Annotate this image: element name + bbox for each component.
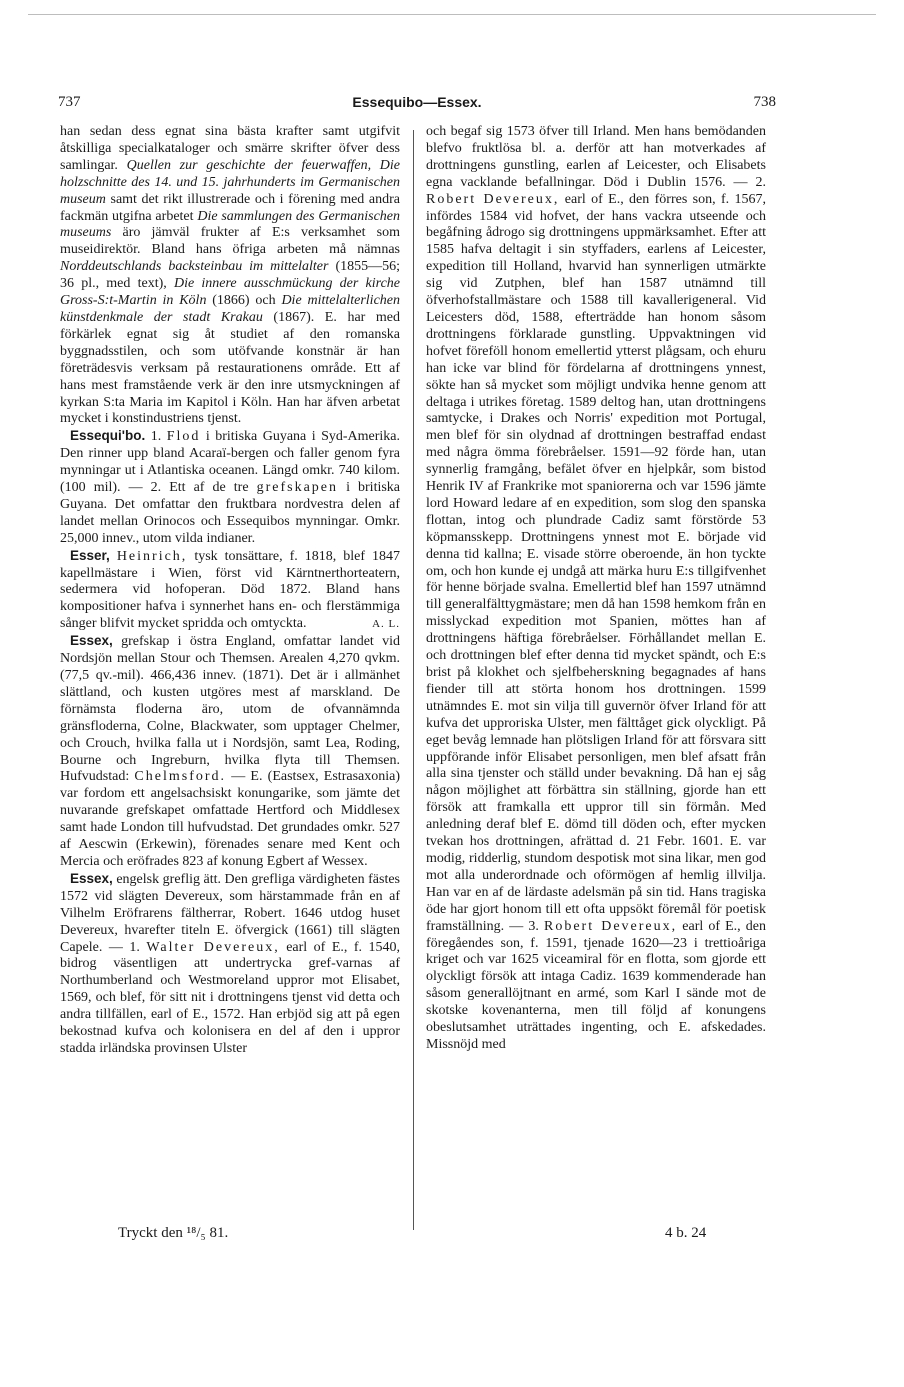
running-header [58,92,776,112]
author-signature: A. L. [372,618,400,631]
column-divider [413,130,414,1230]
entry-esser: Esser, Heinrich, tysk tonsättare, f. 1818, blef 1847 kapellmästare i Wien, först vid Kärntnerthorteatern, sedermera vid hofoperan. Död 1872. Bland hans kompositioner hafva i synnerhet hans en- och flerstämmiga sånger blifvit mycket spridda och omtyckta. A. L. [60,547,401,632]
print-date: Tryckt den ¹⁸/₅ 81. [118,1225,229,1241]
signature-mark: 4 b. 24 [665,1225,707,1241]
entry-essex-county: Essex, grefskap i östra England, omfattar landet vid Nordsjön mellan Stour och Themsen. Arealen 4,270 qvkm. (77,5 qv.-mil). 466,436 innev. (1871). Det är i allmänhet slättland, och kusten utgöres mest af marskland. De förnämsta floderna äro, utom de ofvannämnda gränsfloderna, Colne, Blackwater, som upptager Chelmer, och Crouch, hvilka falla ut i Nordsjön, samt Lea, Roding, Bourne och Ingreburn, hvilka flyta till Themsen. Hufvudstad: Chelmsford. — E. (Eastsex, Estrasaxonia) var fordom ett angelsachsiskt konungarike, som jämte det nuvarande grefskapet omfattade Hertford och Middlesex samt hade London till hufvudstad. Det grundades omkr. 527 af Aescwin (Erkewin), förenades senare med Kent och Mercia och eröfrades 823 af konung Egbert af Wessex. [60,633,401,869]
headword: Esser, [70,547,110,563]
right-column [426,124,766,1054]
left-column [60,124,400,1058]
scan-edge-rule [28,14,876,15]
page-number-right: 738 [753,94,776,110]
page-number-left: 737 [58,94,81,110]
headword: Essex, [70,870,113,886]
entry-continuation: han sedan dess egnat sina bästa krafter samt utgifvit åtskilliga specialkataloger och smärre skrifter öfver dess samlingar. Quellen zur geschichte der feuerwaffen, Die holzschnitte des 14. und 15. jahrhunderts im Germanischen museum samt det rikt illustrerade och i förening med andra fackmän utgifna arbetet Die sammlungen des Germanischen museums äro jämväl frukter af E:s verksamhet som museidirektör. Bland hans öfriga arbeten må nämnas Norddeutschlands backsteinbau im mittelalter (1855—56; 36 pl., med text), Die innere ausschmückung der kirche Gross-S:t-Martin in Köln (1866) och Die mittelalterlichen künstdenkmale der stadt Krakau (1867). E. har med förkärlek egnat sig åt studiet af den romanska byggnadsstilen, och som utöfvande konstnär är han företrädesvis verksam på restaurationens område. Ett af hans mest framstående verk är den inre utsmyckningen af kyrkan S:ta Maria im Kapitol i Köln. Han har äfven arbetat mycket i konstindustriens tjenst. [60,124,401,427]
entry-essex-family-continued: och begaf sig 1573 öfver till Irland. Men hans bemödanden blefvo fruktlösa bl. a. derför att han motverkades af drottningens gunstling, earlen af Leicester, och Elisabets egna vacklande befallningar. Död i Dublin 1576. — 2. Robert Devereux, earl of E., den förres son, f. 1567, infördes 1584 vid hofvet, der hans vackra utseende och begåfning ådrogo sig drottningens uppmärksamhet. Efter att 1585 hafva deltagit i sin styffaders, earlens af Leicester, expedition till Holland, hvarvid han synnerligen utmärkte sig vid Zutphen, blef han 1587 utnämnd till öfverhofstallmästare och 1588 till kavallerigeneral. Vid Leicesters död, 1588, efterträdde han honom såsom drottningens förklarade gunstling. Uppvaktningen vid hofvet föreföll honom emellertid ytterst plågsam, och ehuru han icke var blind för fördelarna af drottningens ynnest, sökte han så mycket som möjligt undvika henne genom att deltaga i utrikes företag. 1589 deltog han, utan drottningens samtycke, i Drakes och Norris' expedition mot Portugal, men blef för sin olydnad af drottningen bestraffad endast med några ömma förebråelser. 1591—92 förde han, utan synnerlig framgång, befälet öfver en hjelpkår, som bistod Henrik IV af Frankrike mot spaniorerna och var 1596 jämte lord Howard ledare af en expedition, som slog den spanska flottan, intog och plundrade Cadiz samt förstörde 53 köpmansskepp. Drottningens ynnest mot E. började vid denna tid kallna; E. visade större oberoende, än hon tyckte om, och hon kunde ej undgå att märka huru E:s tillgifvenhet för henne började svalna. Emellertid blef han 1597 utnämnd till generalfälttygmästare; men då han 1598 hemkom från en misslyckad expedition mot Spanien, möttes han af drottningens häftiga förebråelser. Förhållandet mellan E. och drottningen blef efter denna tid mycket spändt, och E:s brist på klokhet och sjelfbeherskning begagnades af hans fiender till att störta honom hos drottningen. 1599 utnämndes E. mot sin vilja till guvernör öfver Irland för att kufva det upproriska Ulster, men fälttåget gick olyckligt. På eget bevåg lemnade han plötsligen Irland för att försvara sitt uppförande inför Elisabet personligen, men blef afsatt från alla sina tjenster och ställd under bevakning. Då han ej såg någon möjlighet att förbättra sin ställning, gjorde han ett försök att framkalla ett uppror till sin förmån. Med anledning deraf blef E. dömd till döden och, efter mycken tvekan hos drottningen, afrättad d. 21 Febr. 1601. E. var modig, ridderlig, stundom despotisk mot sina likar, men god mot alla underordnade och oförmögen af hemlig illvilja. Han var en af de lärdaste adelsmän på sin tid. Hans tragiska öde har gjort honom till ett ofta uppsökt föremål för poetisk framställning. — 3. Robert Devereux, earl of E., den föregåendes son, f. 1591, tjenade 1620—23 i trettioåriga kriget och var 1625 viceamiral för en flotta, som gjorde ett olyckligt försök att intaga Cadiz. 1639 kommenderade han såsom generallöjtnant en armé, som Karl I sände mot de skotske kovenanterna, men till följd af konungens obeslutsamhet uträttades ingenting, och E. afskedades. Missnöjd med [426,124,767,1052]
running-title: Essequibo—Essex. [352,94,482,110]
headword: Essex, [70,633,113,649]
entry-essex-family: Essex, engelsk greflig ätt. Den grefliga värdigheten fästes 1572 vid slägten Devereux, som härstammade från en af Vilhelm Eröfrarens fältherrar, Robert. 1646 utdog huset Devereux, hvarefter titeln E. öfvergick (1661) till slägten Capele. — 1. Walter Devereux, earl of E., f. 1540, bidrog väsentligen att undertrycka gref-varnas af Northumberland och Westmoreland uppror mot Elisabet, 1569, och blef, för sitt nit i drottningens tjenst vid detta och andra tillfällen, earl of E., 1572. Han erbjöd sig att på egen bekostnad kufva och kolonisera en del af den i uppror stadda irländska provinsen Ulster [60,870,401,1056]
headword: Essequi'bo. [70,428,146,444]
entry-essequibo: Essequi'bo. 1. Flod i britiska Guyana i Syd-Amerika. Den rinner upp bland Acaraï-bergen och faller genom fyra mynningar ut i Atlantiska oceanen. Längd omkr. 740 kilom. (100 mil). — 2. Ett af de tre grefskapen i britiska Guyana. Det omfattar den fruktbara nordvestra delen af landet mellan Orinocos och Essequibos mynningar. Omkr. 25,000 innev., utom vilda indianer. [60,428,401,546]
